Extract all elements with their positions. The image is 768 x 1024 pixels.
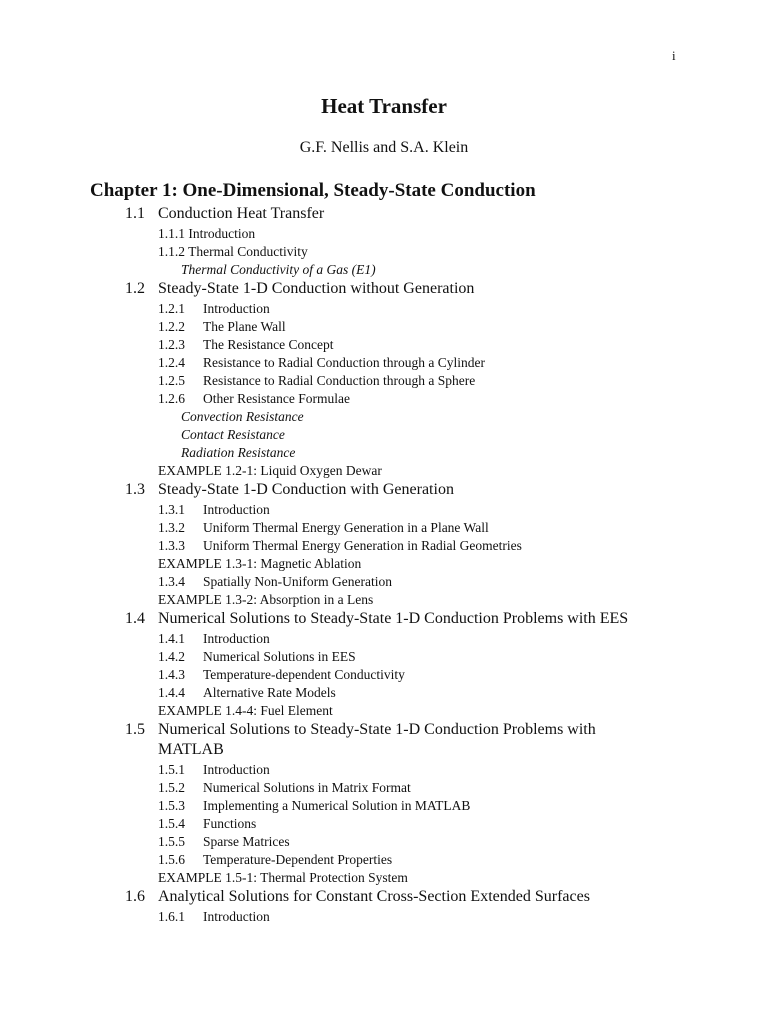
toc-subsection — [0, 815, 768, 833]
toc-number: 1.5.4 — [158, 816, 185, 831]
toc-title: Introduction — [203, 502, 270, 517]
authors: G.F. Nellis and S.A. Klein — [299, 139, 469, 156]
toc-number: 1.5.6 — [158, 852, 185, 867]
toc-title: Functions — [203, 816, 257, 831]
chapter-heading: Chapter 1: One-Dimensional, Steady-State Conduction — [90, 180, 536, 201]
document-title: Heat Transfer — [321, 94, 447, 118]
toc-title: Uniform Thermal Energy Generation in Radial Geometries — [203, 538, 522, 553]
toc-number: 1.3.1 — [158, 502, 185, 517]
toc-example — [0, 702, 768, 720]
toc-section — [0, 279, 768, 300]
toc-subsection — [0, 318, 768, 336]
toc-title: EXAMPLE 1.3-2: Absorption in a Lens — [158, 592, 374, 607]
toc-subsection — [0, 630, 768, 648]
toc-title: Contact Resistance — [181, 427, 285, 442]
toc-example — [0, 555, 768, 573]
toc-example — [0, 591, 768, 609]
toc-subsection — [0, 666, 768, 684]
toc-topic — [0, 408, 768, 426]
toc-subsection — [0, 779, 768, 797]
toc-title: EXAMPLE 1.2-1: Liquid Oxygen Dewar — [158, 463, 382, 478]
toc-number: 1.6 — [125, 888, 145, 905]
toc-title: Conduction Heat Transfer — [158, 205, 325, 222]
toc-title: EXAMPLE 1.3-1: Magnetic Ablation — [158, 556, 362, 571]
toc-title: 1.1.2 Thermal Conductivity — [158, 244, 308, 259]
toc-number: 1.2 — [125, 280, 145, 297]
toc-title: Analytical Solutions for Constant Cross-Section Extended Surfaces — [158, 888, 590, 905]
toc-subsection — [0, 833, 768, 851]
toc-title: Alternative Rate Models — [203, 685, 336, 700]
toc-subsection — [0, 648, 768, 666]
toc-title: The Plane Wall — [203, 319, 286, 334]
toc-topic — [0, 261, 768, 279]
toc-subsection — [0, 851, 768, 869]
toc-number: 1.2.4 — [158, 355, 185, 370]
toc-number: 1.4.2 — [158, 649, 185, 664]
toc-number: 1.4.4 — [158, 685, 185, 700]
toc-subsection — [0, 797, 768, 815]
toc-subsection — [0, 908, 768, 926]
toc-title: Sparse Matrices — [203, 834, 290, 849]
toc-title: Numerical Solutions in Matrix Format — [203, 780, 411, 795]
toc-title: Radiation Resistance — [181, 445, 296, 460]
toc-title: Introduction — [203, 301, 270, 316]
toc-title: Implementing a Numerical Solution in MATLAB — [203, 798, 471, 813]
toc-title: Temperature-Dependent Properties — [203, 852, 393, 867]
toc-subsection — [0, 300, 768, 318]
toc-number: 1.4 — [125, 610, 145, 627]
toc-title: Numerical Solutions to Steady-State 1-D Conduction Problems with EES — [158, 610, 629, 627]
toc-subsection — [0, 243, 768, 261]
toc-title: 1.1.1 Introduction — [158, 226, 256, 241]
toc-section — [0, 204, 768, 225]
toc-title: Steady-State 1-D Conduction with Generation — [158, 481, 454, 498]
toc-topic — [0, 426, 768, 444]
toc-number: 1.3.3 — [158, 538, 185, 553]
toc-number: 1.5.5 — [158, 834, 185, 849]
page-number: i — [672, 48, 676, 63]
toc-title: Uniform Thermal Energy Generation in a Plane Wall — [203, 520, 489, 535]
toc-subsection — [0, 573, 768, 591]
toc-number: 1.2.3 — [158, 337, 185, 352]
toc-number: 1.5.3 — [158, 798, 185, 813]
toc-subsection — [0, 684, 768, 702]
toc-number: 1.2.1 — [158, 301, 185, 316]
toc-example — [0, 462, 768, 480]
toc-section — [0, 887, 768, 908]
toc-title: The Resistance Concept — [203, 337, 334, 352]
toc-number: 1.4.1 — [158, 631, 185, 646]
toc-title: Resistance to Radial Conduction through a Sphere — [203, 373, 476, 388]
toc-title: Convection Resistance — [181, 409, 304, 424]
toc-example — [0, 869, 768, 887]
toc-title: Resistance to Radial Conduction through a Cylinder — [203, 355, 485, 370]
toc-number: 1.6.1 — [158, 909, 185, 924]
toc-subsection — [0, 354, 768, 372]
toc-number: 1.5.2 — [158, 780, 185, 795]
toc-title: Numerical Solutions to Steady-State 1-D Conduction Problems with MATLAB — [158, 721, 596, 758]
toc-number: 1.2.5 — [158, 373, 185, 388]
toc-section — [0, 480, 768, 501]
toc-subsection — [0, 372, 768, 390]
toc-title: Other Resistance Formulae — [203, 391, 350, 406]
toc-title: Introduction — [203, 909, 270, 924]
toc-number: 1.5.1 — [158, 762, 185, 777]
toc-section — [0, 609, 768, 630]
toc-number: 1.1 — [125, 205, 145, 222]
toc-title: Thermal Conductivity of a Gas (E1) — [181, 262, 376, 277]
toc-title: EXAMPLE 1.5-1: Thermal Protection System — [158, 870, 408, 885]
toc-title: Steady-State 1-D Conduction without Generation — [158, 280, 475, 297]
toc-title: Temperature-dependent Conductivity — [203, 667, 405, 682]
toc-number: 1.2.2 — [158, 319, 185, 334]
toc-subsection — [0, 390, 768, 408]
toc-subsection — [0, 225, 768, 243]
toc-title: EXAMPLE 1.4-4: Fuel Element — [158, 703, 333, 718]
toc-number: 1.3.2 — [158, 520, 185, 535]
toc-number: 1.4.3 — [158, 667, 185, 682]
toc-topic — [0, 444, 768, 462]
toc-subsection — [0, 336, 768, 354]
toc-subsection — [0, 501, 768, 519]
toc-title: Introduction — [203, 631, 270, 646]
toc-subsection — [0, 761, 768, 779]
toc-number: 1.5 — [125, 721, 145, 738]
toc-title: Spatially Non-Uniform Generation — [203, 574, 392, 589]
toc-title: Numerical Solutions in EES — [203, 649, 356, 664]
toc-subsection — [0, 537, 768, 555]
toc-subsection — [0, 519, 768, 537]
toc-title: Introduction — [203, 762, 270, 777]
table-of-contents — [0, 204, 768, 926]
toc-number: 1.3.4 — [158, 574, 185, 589]
toc-number: 1.2.6 — [158, 391, 185, 406]
toc-section — [0, 720, 768, 761]
toc-number: 1.3 — [125, 481, 145, 498]
